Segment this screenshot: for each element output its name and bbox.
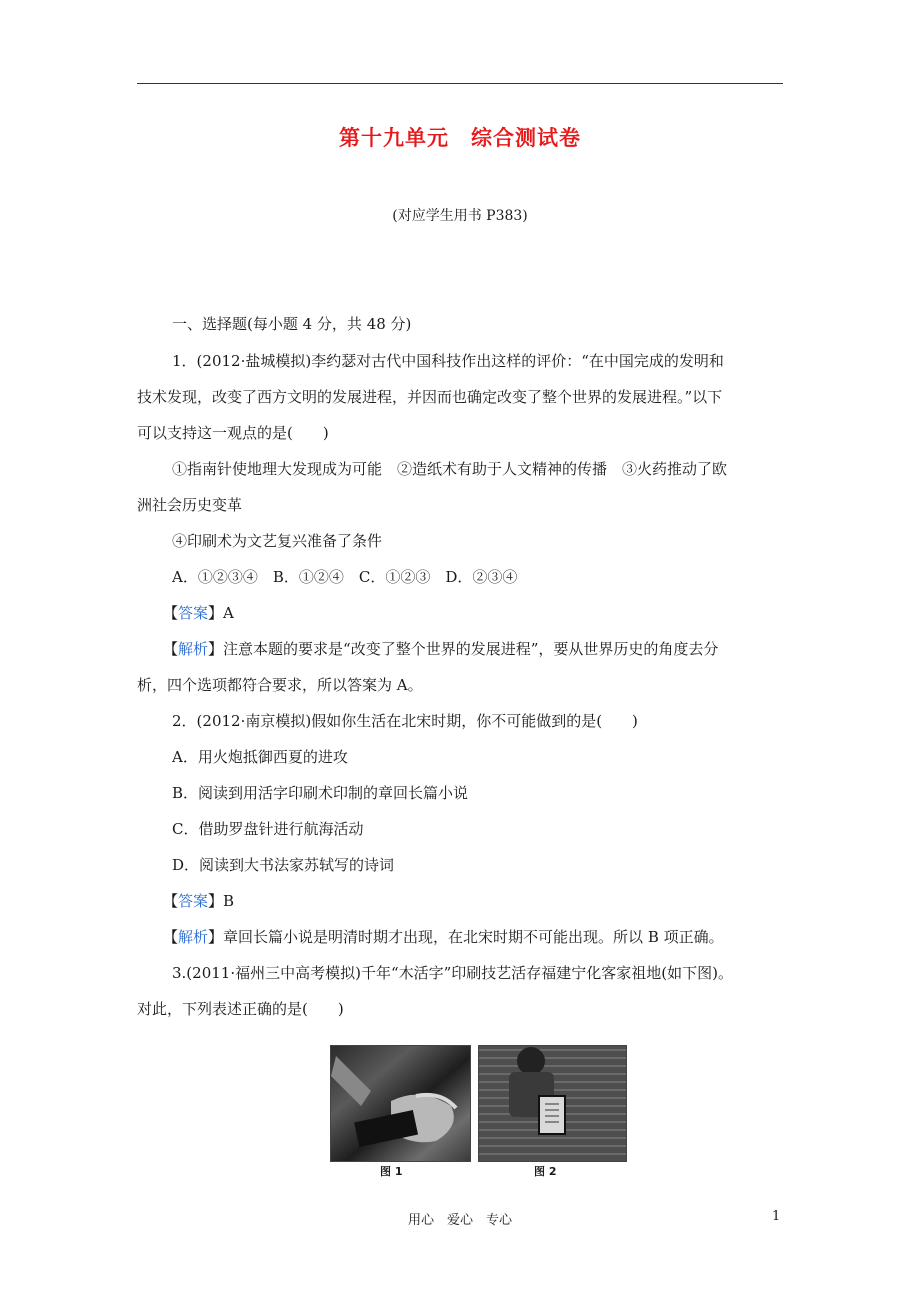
- q3-stem-line2: 对此，下列表述正确的是( ): [137, 1000, 344, 1018]
- q2-option-b: B．阅读到用活字印刷术印制的章回长篇小说: [172, 784, 469, 802]
- answer-tag: 答案: [178, 892, 209, 910]
- q2-analysis-text: 章回长篇小说是明清时期才出现，在北宋时期不可能出现。所以 B 项正确。: [223, 928, 724, 946]
- q2-stem: 2．(2012·南京模拟)假如你生活在北宋时期，你不可能做到的是( ): [172, 712, 638, 730]
- section-heading: 一、选择题(每小题 4 分，共 48 分): [172, 315, 412, 333]
- q1-stem-line1: 1．(2012·盐城模拟)李约瑟对古代中国科技作出这样的评价：“在中国完成的发明和: [172, 352, 724, 370]
- page-title: 第十九单元 综合测试卷: [339, 126, 581, 150]
- q2-option-d: D．阅读到大书法家苏轼写的诗词: [172, 856, 395, 874]
- q1-statements-line1: ①指南针使地理大发现成为可能 ②造纸术有助于人文精神的传播 ③火药推动了欧: [172, 460, 728, 478]
- page-number: 1: [772, 1209, 781, 1224]
- figure-1-caption: 图 1: [380, 1165, 403, 1178]
- header-rule: [137, 83, 783, 84]
- book-reference: (对应学生用书 P383): [392, 208, 528, 224]
- q1-stem-line2: 技术发现，改变了西方文明的发展进程，并因而也确定改变了整个世界的发展进程。”以下: [137, 388, 723, 406]
- q3-stem-line1: 3.(2011·福州三中高考模拟)千年“木活字”印刷技艺活存福建宁化客家祖地(如下图)。: [172, 964, 734, 982]
- q1-stem-line3: 可以支持这一观点的是( ): [137, 424, 329, 442]
- footer-motto: 用心 爱心 专心: [407, 1213, 512, 1228]
- q1-analysis-line1: 【解析】注意本题的要求是“改变了整个世界的发展进程”，要从世界历史的角度去分: [163, 640, 719, 658]
- q2-option-c: C．借助罗盘针进行航海活动: [172, 820, 364, 838]
- q2-answer-value: B: [223, 892, 235, 910]
- hands-typesetting-image: [331, 1046, 470, 1161]
- figure-2-photo: [478, 1045, 627, 1162]
- q1-analysis-line2: 析，四个选项都符合要求，所以答案为 A。: [137, 676, 423, 694]
- q2-option-a: A．用火炮抵御西夏的进攻: [172, 748, 348, 766]
- q1-statements-line2: 洲社会历史变革: [137, 496, 243, 514]
- person-printing-image: [479, 1046, 626, 1161]
- q1-answer-value: A: [223, 604, 234, 622]
- answer-tag: 答案: [178, 604, 209, 622]
- figure-1-photo: [330, 1045, 471, 1162]
- q2-analysis: 【解析】章回长篇小说是明清时期才出现，在北宋时期不可能出现。所以 B 项正确。: [163, 928, 724, 946]
- q1-answer: 【答案】A: [163, 604, 234, 622]
- analysis-tag: 解析: [178, 928, 209, 946]
- q1-analysis-text: 注意本题的要求是“改变了整个世界的发展进程”，要从世界历史的角度去分: [223, 640, 719, 658]
- figure-2-caption: 图 2: [534, 1165, 557, 1178]
- q1-options: A．①②③④ B．①②④ C．①②③ D．②③④: [172, 568, 518, 586]
- analysis-tag: 解析: [178, 640, 209, 658]
- q1-statements-line3: ④印刷术为文艺复兴准备了条件: [172, 532, 383, 550]
- q2-answer: 【答案】B: [163, 892, 235, 910]
